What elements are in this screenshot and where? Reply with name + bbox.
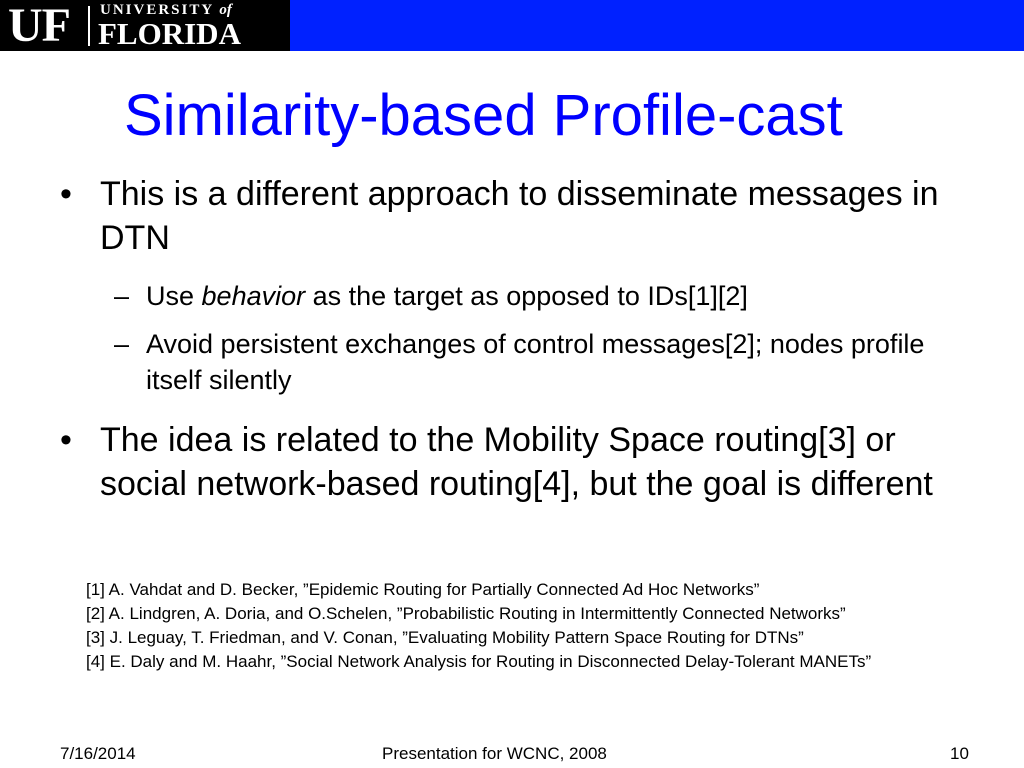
sub-bullet-2 xyxy=(114,326,966,398)
sub-bullet-1-pre: Use xyxy=(146,281,202,311)
logo-of-word: of xyxy=(219,2,232,18)
sub-bullet-1 xyxy=(114,278,966,314)
references xyxy=(86,578,946,674)
header-bar xyxy=(0,0,1024,51)
footer-presentation-title: Presentation for WCNC, 2008 xyxy=(382,744,607,763)
logo-university-word: UNIVERSITY xyxy=(100,2,214,18)
bullet-1 xyxy=(60,172,980,260)
bullet-2 xyxy=(60,418,980,506)
logo-uf-text: UF xyxy=(8,0,70,51)
sub-bullet-2-text: Avoid persistent exchanges of control messages[2]; nodes profile itself silently xyxy=(146,329,925,395)
footer-page-number: 10 xyxy=(950,744,969,763)
sub-bullet-marker: – xyxy=(114,281,130,311)
university-of-florida-logo xyxy=(0,0,290,51)
slide-title: Similarity-based Profile-cast xyxy=(124,83,843,148)
reference-4: [4] E. Daly and M. Haahr, ”Social Network Analysis for Routing in Disconnected Delay-Tolerant MANETs” xyxy=(86,652,872,671)
reference-3: [3] J. Leguay, T. Friedman, and V. Conan, ”Evaluating Mobility Pattern Space Routing for DTNs” xyxy=(86,628,804,647)
reference-2: [2] A. Lindgren, A. Doria, and O.Schelen, ”Probabilistic Routing in Intermittently Connected Networks” xyxy=(86,604,846,623)
bullet-marker: • xyxy=(60,175,72,213)
sub-bullet-1-post: as the target as opposed to IDs[1][2] xyxy=(305,281,748,311)
logo-florida-text: FLORIDA xyxy=(98,16,241,51)
sub-bullet-1-emphasis: behavior xyxy=(201,281,306,311)
footer-date: 7/16/2014 xyxy=(60,744,136,763)
bullet-1-text: This is a different approach to disseminate messages in DTN xyxy=(100,175,939,257)
reference-1: [1] A. Vahdat and D. Becker, ”Epidemic Routing for Partially Connected Ad Hoc Networks” xyxy=(86,580,760,599)
bullet-marker: • xyxy=(60,421,72,459)
logo-divider xyxy=(88,6,90,46)
bullet-2-text: The idea is related to the Mobility Space routing[3] or social network-based routing[4], but the goal is different xyxy=(100,421,933,503)
sub-bullet-marker: – xyxy=(114,329,130,359)
